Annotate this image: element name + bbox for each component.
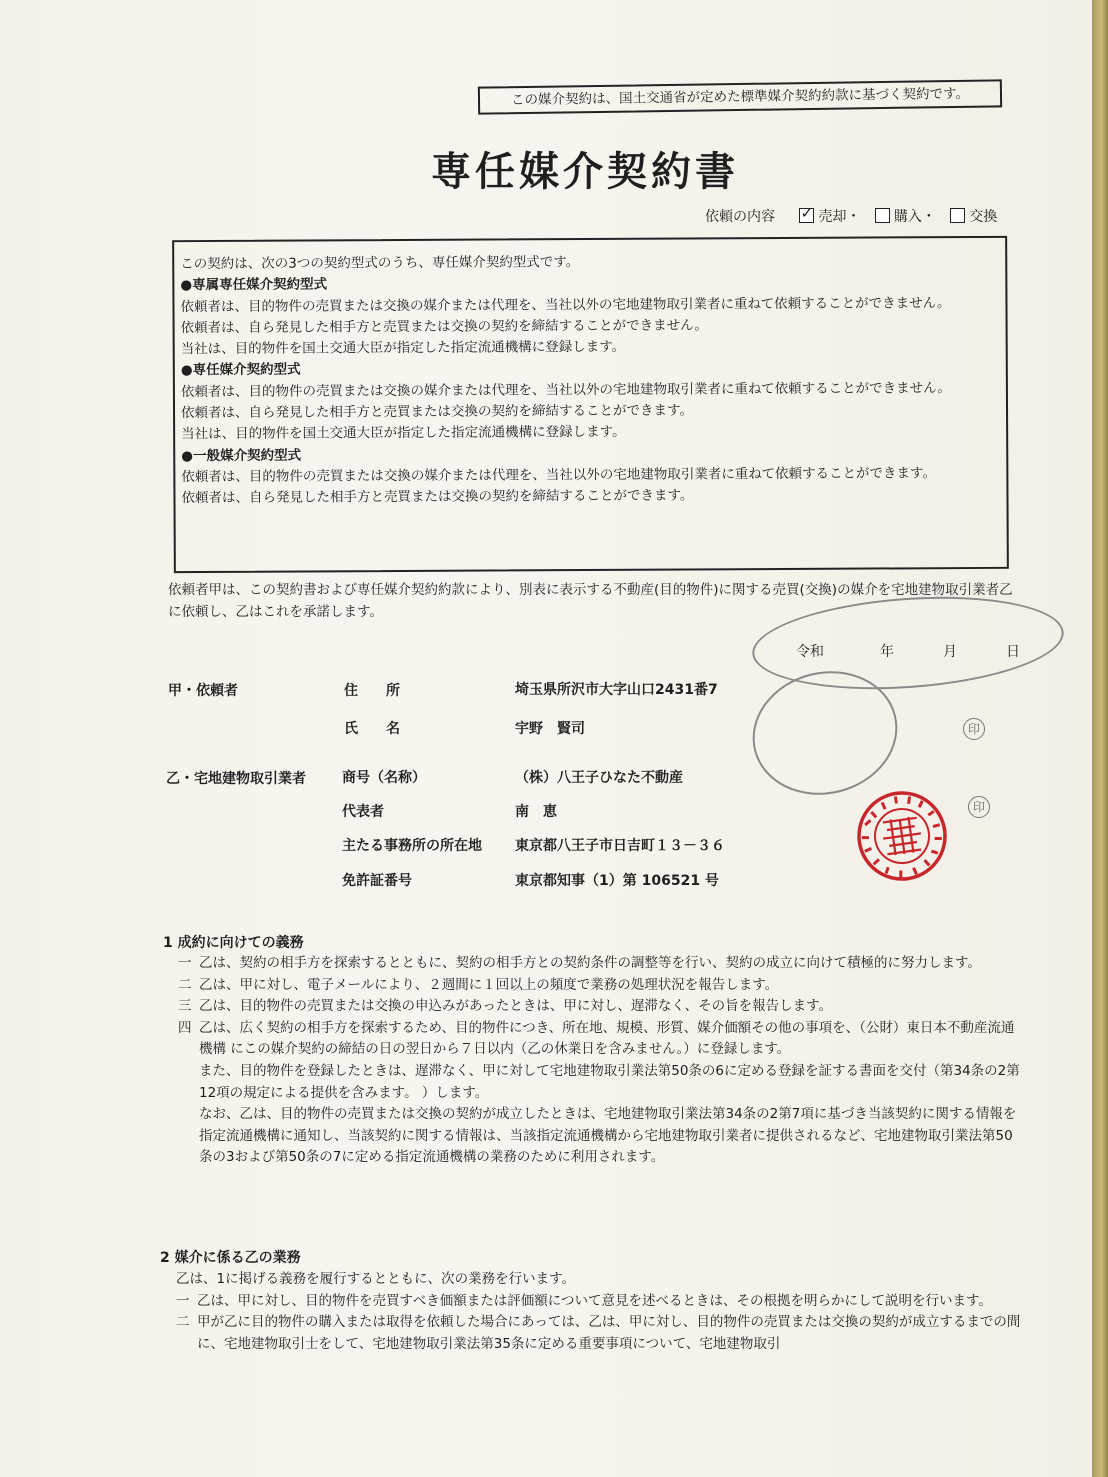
section-2-title: 2 媒介に係る乙の業務 [160,1250,301,1266]
contract-date[interactable] [796,641,1020,661]
section-2-item-2: 二 甲が乙に目的物件の購入または取得を依頼した場合にあっては、乙は、甲に対し、目的物件の売買または交換の契約が成立するまでの間に、宅地建物取引士をして、宅地建物取引業法第35条に定める重要事項について、宅地建物取引 [176,1314,1021,1352]
request-option-sale[interactable]: ✓ 売却・ [799,209,860,225]
dedicated-clause-1: 依頼者は、目的物件の売買または交換の媒介または代理を、当社以外の宅地建物取引業者に重ねて依頼することができません。 [180,379,951,400]
exclusive-clause-2: 依頼者は、自ら発見した相手方と売買または交換の契約を締結することができません。 [180,317,708,337]
section-1-title: 1 成約に向けての義務 [163,935,304,951]
client-label: 甲・依頼者 [168,683,238,699]
broker-trade-name-label: 商号（名称） [342,770,426,786]
request-type-label: 依頼の内容 [705,209,775,225]
broker-trade-name: （株）八王子ひなた不動産 [515,770,683,786]
exclusive-clause-1: 依頼者は、目的物件の売買または交換の媒介または代理を、当社以外の宅地建物取引業者に重ねて依頼することができません。 [180,294,951,315]
contract-types-box [172,236,1009,573]
client-address: 埼玉県所沢市大字山口2431番7 [515,682,718,698]
exclusive-clause-3: 当社は、目的物件を国土交通大臣が指定した指定流通機構に登録します。 [180,339,626,358]
section-1-item-1: 一 乙は、契約の相手方を探索するとともに、契約の相手方との契約条件の調整等を行い、契約の成立に向けて積極的に努力します。 [178,955,981,971]
client-address-label: 住 所 [344,683,400,699]
broker-seal-mark: 印 [968,796,990,818]
section-1-notify-paragraph: なお、乙は、目的物件の売買または交換の契約が成立したときは、宅地建物取引業法第34条の2第7項に基づき当該契約に関する情報を指定流通機構に通知し、当該契約に関する情報は、当該指定流通機構から宅地建物取引業者に提供されるなど、宅地建物取引業法第50条の3および第50条の7に定める指定流通機構の業務のために利用されます。 [199,1106,1017,1166]
broker-rep-label: 代表者 [342,804,384,820]
date-year: 年 [880,644,894,660]
client-name: 宇野 賢司 [515,721,585,737]
broker-license-label: 免許証番号 [342,873,412,889]
exclusive-type-heading: ●専属専任媒介契約型式 [180,276,328,294]
section-1-item-4: 四 乙は、広く契約の相手方を探索するため、目的物件につき、所在地、規模、形質、媒介価額その他の事項を、（公財）東日本不動産流通機構 にこの媒介契約の締結の日の翌日から７日以内（乙の休業日を含みません。）に登録します。 [178,1019,1015,1058]
company-seal-stamp [853,790,951,882]
checkbox-checked-icon[interactable] [799,208,814,223]
document-title: 専任媒介契約書 [431,149,739,195]
broker-label: 乙・宅地建物取引業者 [166,771,306,787]
background-desk-edge [1092,0,1108,1477]
agreement-intro: 依頼者甲は、この契約書および専任媒介契約約款により、別表に表示する不動産(目的物件)に関する売買(交換)の媒介を宅地建物取引業者乙に依頼し、乙はこれを承諾します。 [168,582,1013,620]
request-option-purchase[interactable]: 購入・ [875,209,936,225]
general-type-heading: ●一般媒介契約型式 [181,447,302,464]
general-clause-1: 依頼者は、目的物件の売買または交換の媒介または代理を、当社以外の宅地建物取引業者に重ねて依頼することができます。 [181,465,936,486]
request-option-exchange[interactable]: 交換 [950,209,997,225]
broker-license: 東京都知事（1）第 106521 号 [515,873,719,889]
date-era: 令和 [796,644,824,660]
section-1-item-2: 二 乙は、甲に対し、電子メールにより、２週間に１回以上の頻度で業務の処理状況を報告します。 [178,976,779,993]
standard-contract-note: この媒介契約は、国土交通省が定めた標準媒介契約約款に基づく契約です。 [478,79,1002,114]
dedicated-clause-2: 依頼者は、自ら発見した相手方と売買または交換の契約を締結することができます。 [180,402,693,422]
broker-rep: 南 恵 [515,804,557,820]
types-intro: この契約は、次の3つの契約型式のうち、専任媒介契約型式です。 [180,254,580,273]
dedicated-type-heading: ●専任媒介契約型式 [180,362,301,379]
checkbox-unchecked-icon[interactable] [875,208,890,223]
checkbox-unchecked-icon[interactable] [950,208,965,223]
date-day: 日 [1006,644,1020,660]
section-2-body [176,1269,1021,1355]
dedicated-clause-3: 当社は、目的物件を国土交通大臣が指定した指定流通機構に登録します。 [181,424,626,443]
client-seal-mark: 印 [963,718,985,740]
section-2-item-1: 一 乙は、甲に対し、目的物件を売買すべき価額または評価額について意見を述べるときは、その根拠を明らかにして説明を行います。 [176,1292,992,1309]
broker-office-label: 主たる事務所の所在地 [342,838,482,854]
date-month: 月 [943,644,957,660]
request-type-row [705,206,1007,226]
section-1-item-3: 三 乙は、目的物件の売買または交換の申込みがあったときは、甲に対し、遅滞なく、その旨を報告します。 [178,998,833,1015]
section-1-body [178,953,1023,1169]
client-name-label: 氏 名 [344,721,400,737]
section-1-register-paragraph: また、目的物件を登録したときは、遅滞なく、甲に対して宅地建物取引業法第50条の6に定める登録を証する書面を交付（第34条の2第12項の規定による提供を含みます。 ）します。 [199,1062,1020,1101]
general-clause-2: 依頼者は、自ら発見した相手方と売買または交換の契約を締結することができます。 [181,487,694,507]
broker-office: 東京都八王子市日吉町１３－３６ [515,838,725,854]
section-2-lead: 乙は、1に掲げる義務を履行するとともに、次の業務を行います。 [176,1271,576,1287]
